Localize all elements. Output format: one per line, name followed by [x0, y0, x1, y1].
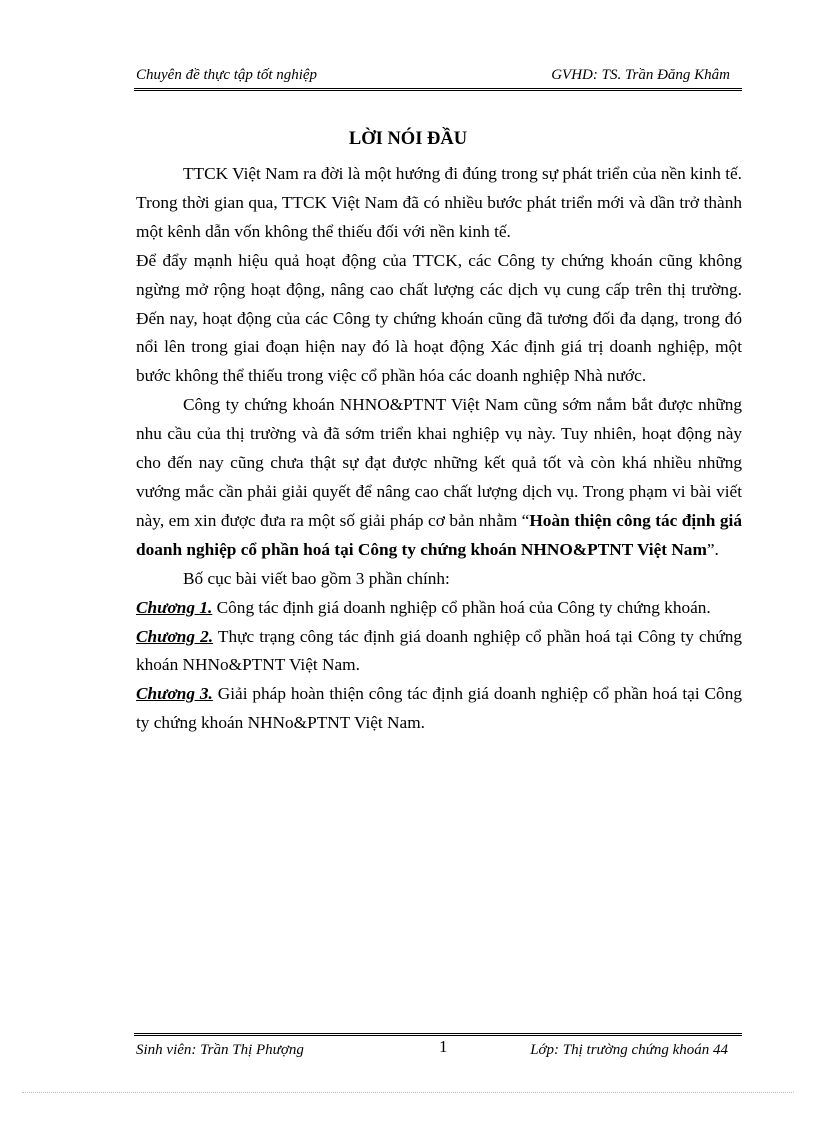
- paragraph-3-end: ”.: [706, 539, 719, 559]
- page-number: 1: [439, 1037, 448, 1056]
- page-title: LỜI NÓI ĐẦU: [348, 129, 468, 149]
- chapter-2: [136, 623, 742, 681]
- footer-class: Lớp: Thị trường chứng khoán 44: [530, 1042, 728, 1058]
- chapter-3-text: Giải pháp hoàn thiện công tác định giá doanh nghiệp cổ phần hoá tại Công ty chứng khoán NHNo&PTNT Việt Nam.: [136, 684, 742, 733]
- page-header: [134, 62, 742, 91]
- chapter-2-text: Thực trạng công tác định giá doanh nghiệp cổ phần hoá tại Công ty chứng khoán NHNo&PTNT Việt Nam.: [136, 626, 742, 675]
- footer-student: Sinh viên: Trần Thị Phượng: [136, 1042, 304, 1058]
- page-bottom-divider: [22, 1092, 794, 1093]
- chapter-1-label: Chương 1.: [136, 597, 213, 617]
- document-body: [136, 160, 742, 738]
- paragraph-1: TTCK Việt Nam ra đời là một hướng đi đúng trong sự phát triển của nền kinh tế. Trong thời gian qua, TTCK Việt Nam đã có nhiều bước phát triển mới và dần trở thành một kênh dẫn vốn không thể thiếu đối với nền kinh tế.: [136, 164, 742, 241]
- chapter-3-label: Chương 3.: [136, 684, 213, 704]
- thesis-title: Hoàn thiện công tác định giá doanh nghiệp cổ phần hoá tại Công ty chứng khoán NHNO&PTNT Việt Nam: [136, 510, 742, 559]
- header-advisor: GVHD: TS. Trần Đăng Khâm: [551, 67, 730, 83]
- paragraph-4: Bố cục bài viết bao gồm 3 phần chính:: [183, 568, 450, 588]
- chapter-2-label: Chương 2.: [136, 626, 214, 646]
- chapter-1-text: Công tác định giá doanh nghiệp cổ phần hoá của Công ty chứng khoán.: [212, 597, 711, 617]
- paragraph-3: [136, 391, 742, 564]
- paragraph-2: Để đẩy mạnh hiệu quả hoạt động của TTCK, các Công ty chứng khoán cũng không ngừng mở rộng hoạt động, nâng cao chất lượng các dịch vụ cung cấp trên thị trường. Đến nay, hoạt động của các Công ty chứng khoán cũng đã tương đối đa dạng, trong đó nổi lên trong giai đoạn hiện nay đó là hoạt động Xác định giá trị doanh nghiệp, một bước không thể thiếu trong việc cổ phần hóa các doanh nghiệp Nhà nước.: [136, 250, 742, 386]
- chapter-1: [136, 594, 742, 623]
- chapter-3: [136, 680, 742, 738]
- paragraph-3-text: Công ty chứng khoán NHNO&PTNT Việt Nam cũng sớm nắm bắt được những nhu cầu của thị trường và đã sớm triển khai nghiệp vụ này. Tuy nhiên, hoạt động này cho đến nay cũng chưa thật sự đạt được những kết quả tốt và còn khá nhiều những vướng mắc cần phải giải quyết để nâng cao chất lượng dịch vụ. Trong phạm vi bài viết này, em xin được đưa ra một số giải pháp cơ bản nhằm “: [136, 395, 742, 530]
- page-footer: [134, 1033, 742, 1066]
- header-report-type: Chuyên đề thực tập tốt nghiệp: [136, 67, 318, 83]
